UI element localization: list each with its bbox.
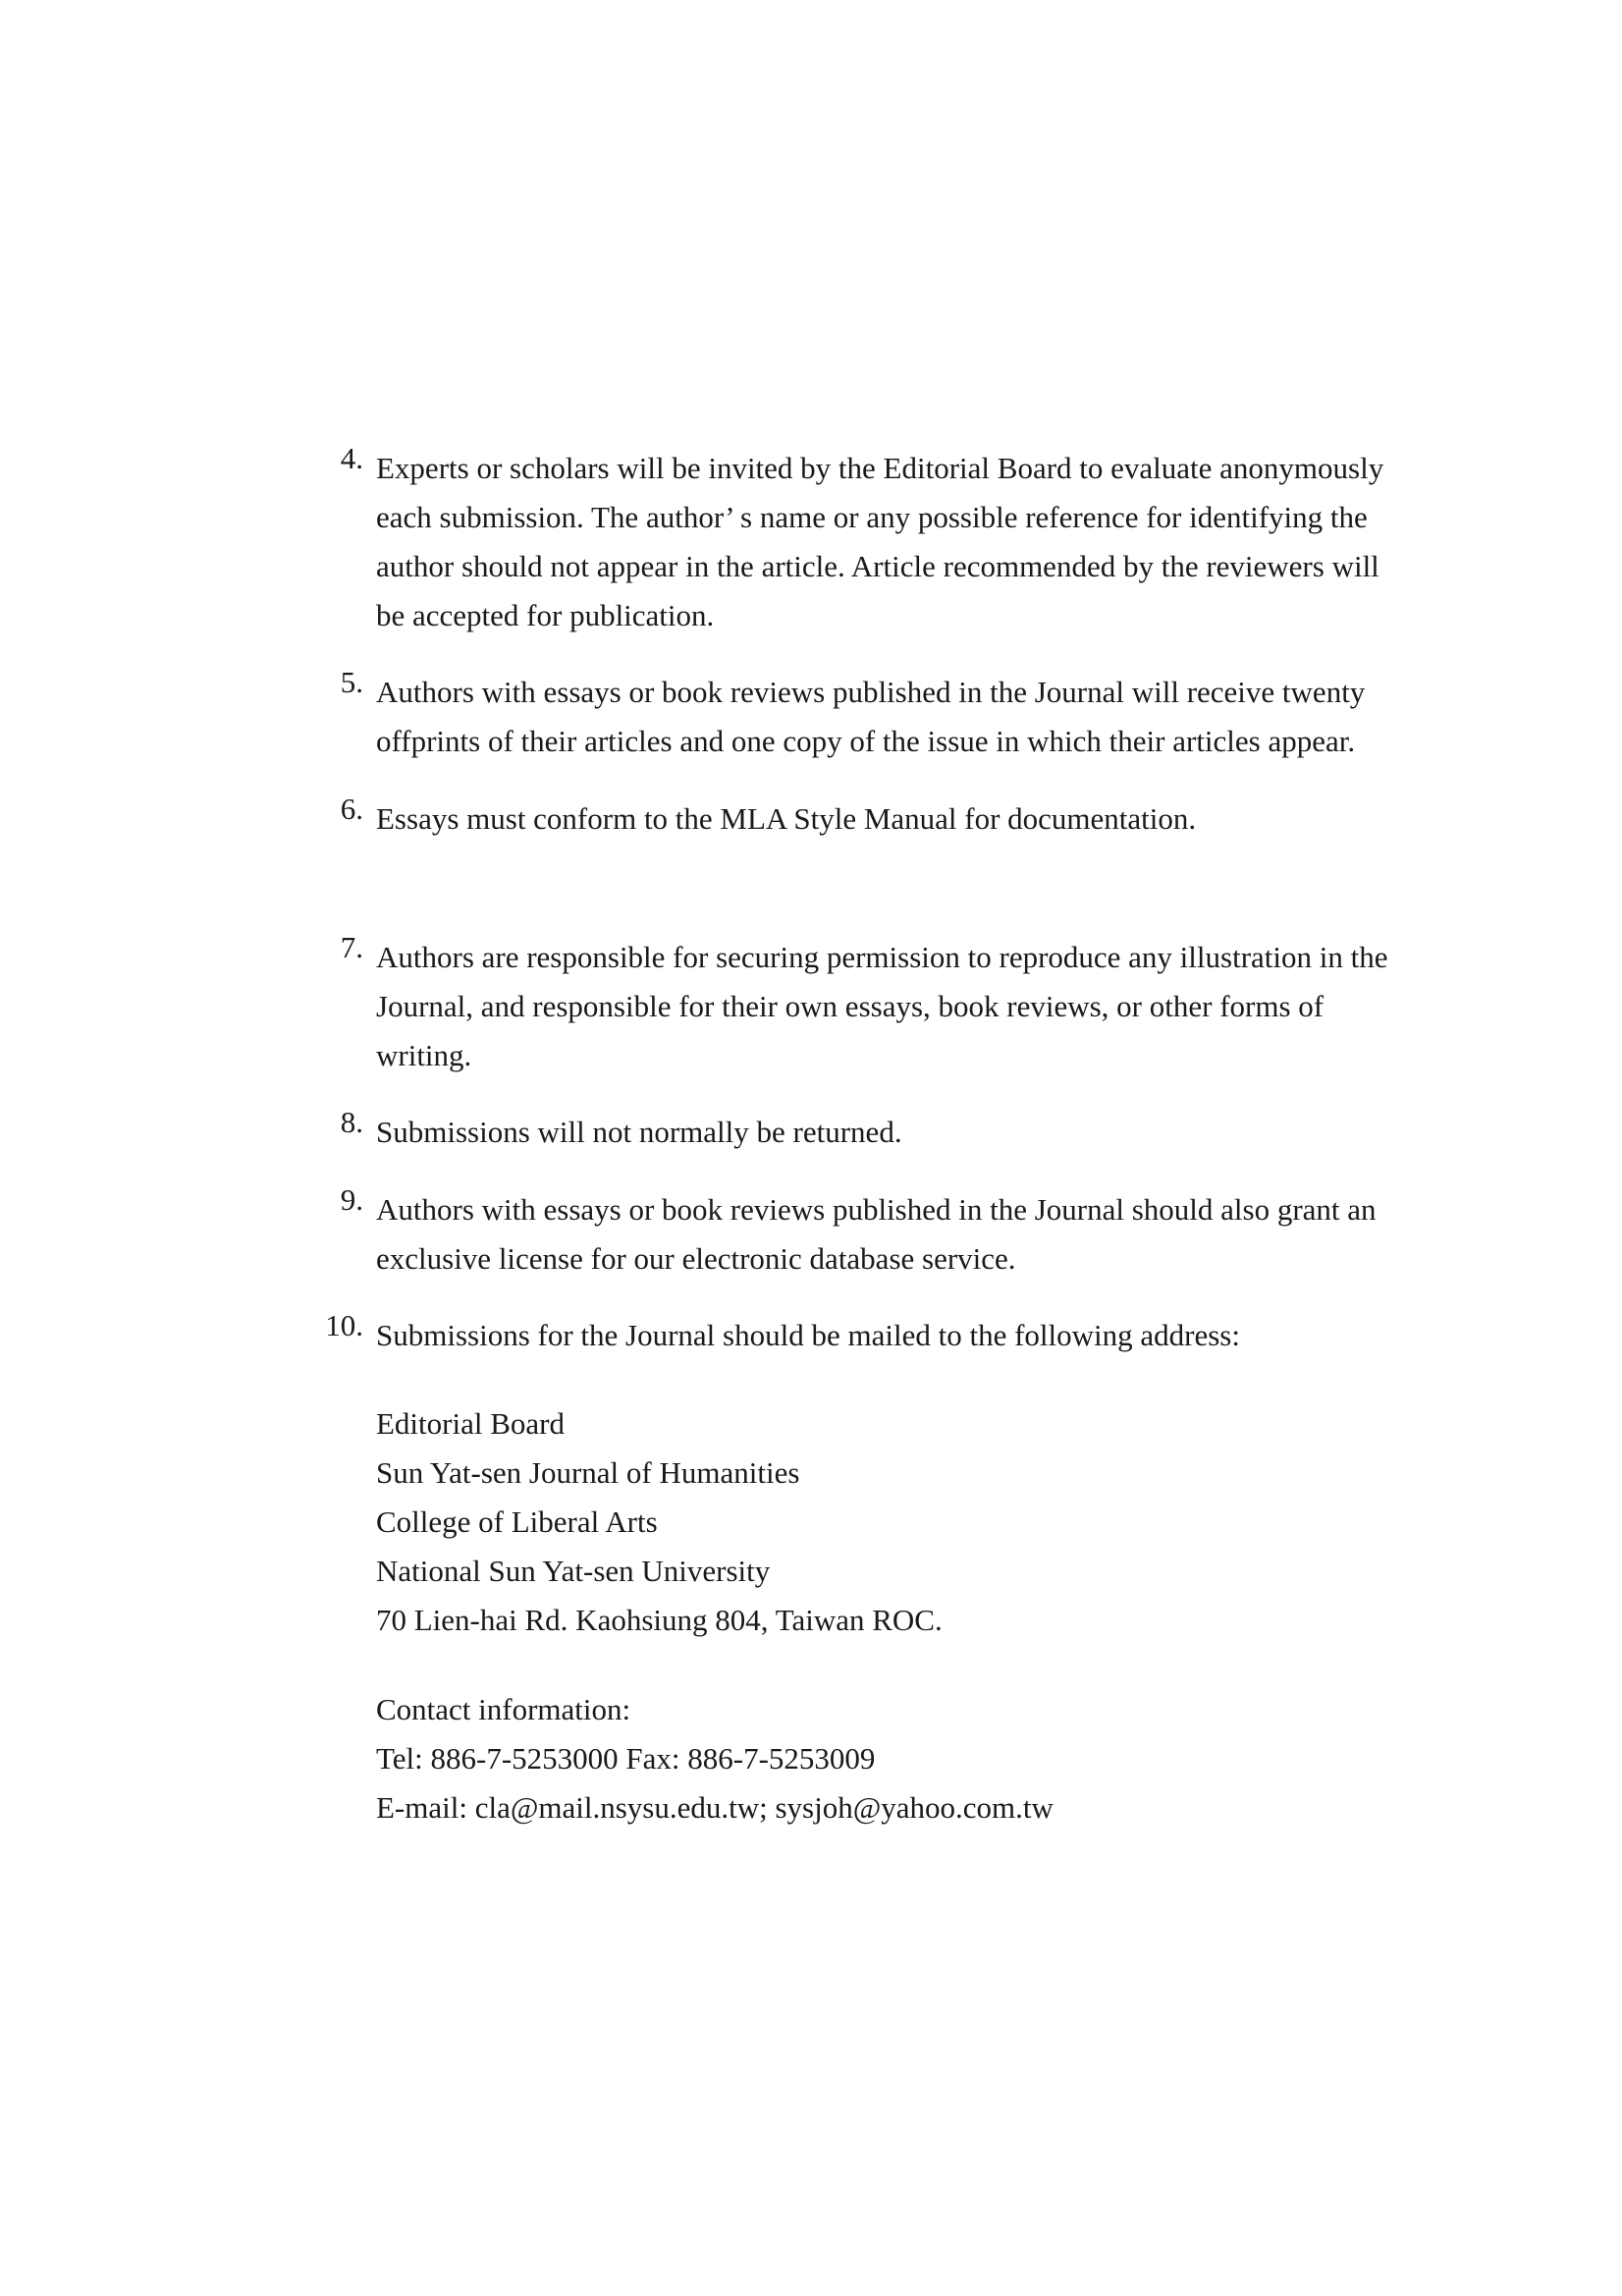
item-number: 7. xyxy=(340,930,363,964)
item-text: Essays must conform to the MLA Style Manual for documentation. xyxy=(376,801,1197,836)
item-number: 9. xyxy=(340,1182,363,1217)
item-text: Authors with essays or book reviews published in the Journal will receive twenty offprints of their articles and one copy of the issue in which their articles appear. xyxy=(376,675,1366,758)
item-number: 5. xyxy=(340,665,363,699)
item-text: Authors are responsible for securing permission to reproduce any illustration in the Journal, and responsible for their own essays, book reviews, or other forms of writing. xyxy=(376,940,1388,1072)
mailing-address xyxy=(376,1399,1358,1645)
address-line: Editorial Board xyxy=(376,1406,565,1441)
address-line: College of Liberal Arts xyxy=(376,1504,658,1539)
address-line: National Sun Yat-sen University xyxy=(376,1554,771,1588)
item-number: 6. xyxy=(340,792,363,826)
contact-email: E-mail: cla@mail.nsysu.edu.tw; sysjoh@yahoo.com.tw xyxy=(376,1790,1054,1825)
item-number: 10. xyxy=(325,1308,363,1342)
item-text: Submissions for the Journal should be mailed to the following address: xyxy=(376,1318,1240,1352)
item-text: Experts or scholars will be invited by the Editorial Board to evaluate anonymously each submission. The author’ s name or any possible reference for identifying the author should not appear in the article. Article recommended by the reviewers will be accepted for publication. xyxy=(376,451,1384,632)
item-number: 4. xyxy=(340,441,363,475)
contact-information xyxy=(376,1685,1358,1832)
address-line: Sun Yat-sen Journal of Humanities xyxy=(376,1455,800,1490)
item-text: Authors with essays or book reviews published in the Journal should also grant an exclusive license for our electronic database service. xyxy=(376,1192,1377,1276)
contact-tel-fax: Tel: 886-7-5253000 Fax: 886-7-5253009 xyxy=(376,1741,876,1776)
item-text: Submissions will not normally be returned. xyxy=(376,1115,902,1149)
item-number: 8. xyxy=(340,1105,363,1139)
contact-heading: Contact information: xyxy=(376,1692,631,1726)
address-line: 70 Lien-hai Rd. Kaohsiung 804, Taiwan ROC. xyxy=(376,1603,943,1637)
